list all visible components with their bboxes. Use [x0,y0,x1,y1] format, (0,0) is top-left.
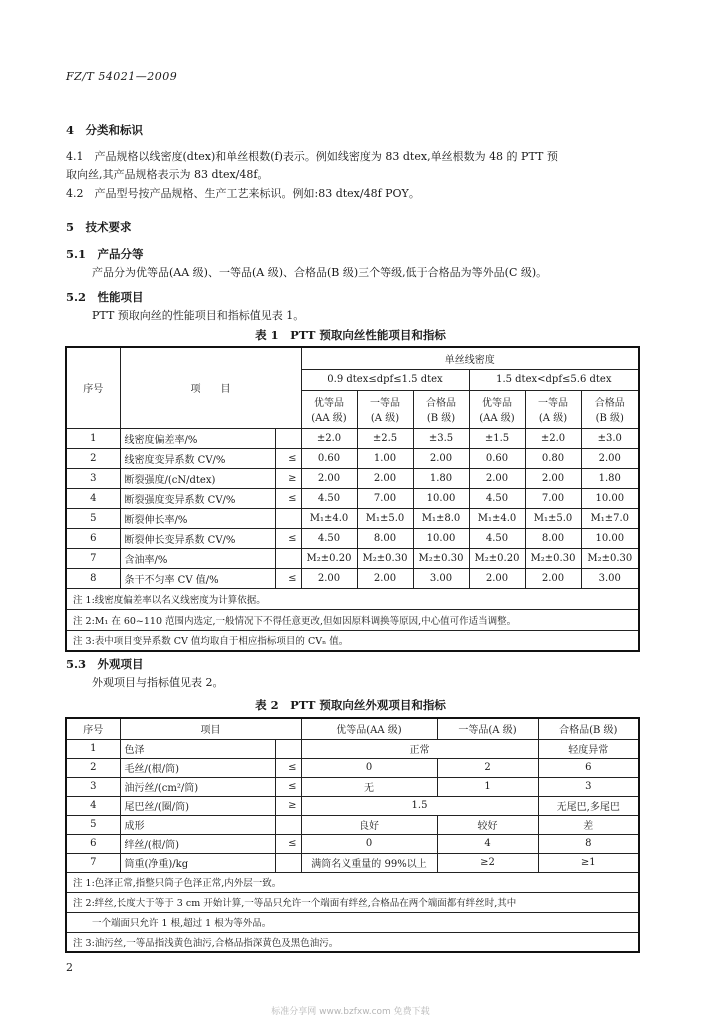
value-cell: M₂±0.20 [469,548,525,568]
row-number: 2 [66,448,120,468]
value-cell: M₁±5.0 [525,508,581,528]
t1-header-group: 单丝线密度 [301,347,639,369]
clause-5-1-text: 产品分为优等品(AA 级)、一等品(A 级)、合格品(B 级)三个等级,低于合格品为等外品(C 级)。 [92,266,548,279]
value-cell-aa: 良好 [301,815,437,834]
value-cell: 8.00 [525,528,581,548]
value-cell: 4.50 [301,488,357,508]
value-cell: 1.80 [413,468,469,488]
row-number: 5 [66,815,120,834]
note-row [66,872,639,892]
value-cell: 4.50 [469,528,525,548]
value-cell: ±3.5 [413,428,469,448]
section-5-title: 5 技术要求 [66,220,132,234]
row-item: 断裂伸长变异系数 CV/% [120,528,275,548]
value-cell: 0.60 [469,448,525,468]
value-cell: M₂±0.30 [357,548,413,568]
table-row [66,815,639,834]
value-cell-aa-a: 1.5 [301,796,538,815]
standard-code-header: FZ/T 54021—2009 [66,70,178,83]
t1-grade-header [469,390,525,428]
value-cell: M₁±8.0 [413,508,469,528]
value-cell-b: 6 [538,758,639,777]
value-cell: 8.00 [357,528,413,548]
t1-grade-header [413,390,469,428]
value-cell: ±2.5 [357,428,413,448]
value-cell-a: 1 [437,777,538,796]
row-comparator [275,815,301,834]
table-note: 注 3:油污丝,一等品指浅黄色油污,合格品指深黄色及黑色油污。 [66,932,639,952]
t1-grade-name: 合格品 [426,398,456,409]
t1-grade-level: (B 级) [426,413,456,424]
value-cell-b: 轻度异常 [538,739,639,758]
row-item: 线密度偏差率/% [120,428,275,448]
table-row [66,796,639,815]
table-row [66,528,639,548]
t1-grade-level: (AA 级) [311,413,347,424]
row-item: 断裂强度/(cN/dtex) [120,468,275,488]
clause-5-1-title: 5.1 产品分等 [66,247,144,261]
row-item: 条干不匀率 CV 值/% [120,568,275,588]
row-comparator: ≤ [275,488,301,508]
value-cell: 10.00 [581,488,639,508]
t1-grade-name: 优等品 [482,398,512,409]
row-number: 7 [66,853,120,872]
row-comparator: ≤ [275,528,301,548]
t1-grade-header [301,390,357,428]
row-item: 尾巴丝/(圈/筒) [120,796,275,815]
row-comparator: ≤ [275,834,301,853]
table-row [66,488,639,508]
value-cell: 4.50 [469,488,525,508]
table-row [66,468,639,488]
t1-grade-header [581,390,639,428]
value-cell: 2.00 [581,448,639,468]
row-item: 筒重(净重)/kg [120,853,275,872]
table-row [66,448,639,468]
t2-header-a: 一等品(A 级) [437,718,538,739]
value-cell: 7.00 [525,488,581,508]
table-note: 注 3:表中项目变异系数 CV 值均取自于相应指标项目的 CVₙ 值。 [66,630,639,651]
table-row [66,834,639,853]
value-cell: 0.60 [301,448,357,468]
value-cell: 3.00 [413,568,469,588]
clause-5-3-title: 5.3 外观项目 [66,657,144,671]
row-comparator: ≤ [275,568,301,588]
value-cell-aa: 0 [301,834,437,853]
table-note: 注 2:绊丝,长度大于等于 3 cm 开始计算,一等品只允许一个端面有绊丝,合格品在两个端面都有绊丝时,其中 [66,892,639,912]
row-item: 断裂伸长率/% [120,508,275,528]
value-cell-b: 无尾巴,多尾巴 [538,796,639,815]
row-number: 8 [66,568,120,588]
row-item: 成形 [120,815,275,834]
note-row [66,932,639,952]
t1-grade-header [357,390,413,428]
note-row [66,892,639,912]
clause-5-2-title: 5.2 性能项目 [66,290,144,304]
value-cell: M₁±4.0 [301,508,357,528]
t1-grade-level: (A 级) [370,413,400,424]
row-number: 4 [66,796,120,815]
value-cell-aa-a: 正常 [301,739,538,758]
footer-watermark: 标准分享网 www.bzfxw.com 免费下载 [271,1007,430,1017]
value-cell: M₂±0.30 [525,548,581,568]
table-note: 注 1:线密度偏差率以名义线密度为计算依据。 [66,588,639,609]
value-cell: M₁±5.0 [357,508,413,528]
t1-grade-name: 一等品 [370,398,400,409]
row-number: 4 [66,488,120,508]
table-2-caption: 表 2 PTT 预取向丝外观项目和指标 [255,698,446,712]
value-cell-b: 8 [538,834,639,853]
t2-header-b: 合格品(B 级) [538,718,639,739]
note-row [66,912,639,932]
table-row [66,428,639,448]
clause-4-1-line2: 取向丝,其产品规格表示为 83 dtex/48f。 [66,168,269,181]
t1-grade-level: (AA 级) [479,413,515,424]
row-comparator: ≥ [275,796,301,815]
t2-header-aa: 优等品(AA 级) [301,718,437,739]
row-number: 7 [66,548,120,568]
value-cell: 10.00 [413,528,469,548]
table-1-caption: 表 1 PTT 预取向丝性能项目和指标 [255,328,446,342]
row-item: 断裂强度变异系数 CV/% [120,488,275,508]
row-number: 6 [66,834,120,853]
value-cell: 2.00 [357,468,413,488]
note-row [66,609,639,630]
value-cell: 2.00 [469,468,525,488]
value-cell-b: 差 [538,815,639,834]
value-cell: M₁±7.0 [581,508,639,528]
t2-header-no: 序号 [66,718,120,739]
row-number: 3 [66,777,120,796]
value-cell-a: 4 [437,834,538,853]
value-cell-aa: 无 [301,777,437,796]
table-row [66,508,639,528]
value-cell: 0.80 [525,448,581,468]
table-row [66,758,639,777]
row-item: 绊丝/(根/筒) [120,834,275,853]
value-cell: 4.50 [301,528,357,548]
row-number: 6 [66,528,120,548]
row-comparator: ≤ [275,777,301,796]
value-cell: ±2.0 [301,428,357,448]
value-cell-a: 较好 [437,815,538,834]
value-cell: 1.00 [357,448,413,468]
table-row [66,739,639,758]
t1-grade-header [525,390,581,428]
row-item: 毛丝/(根/筒) [120,758,275,777]
row-number: 1 [66,739,120,758]
t1-grade-name: 优等品 [314,398,344,409]
value-cell: 2.00 [413,448,469,468]
note-row [66,588,639,609]
value-cell: 3.00 [581,568,639,588]
value-cell: ±2.0 [525,428,581,448]
page-number: 2 [66,961,73,974]
value-cell: M₂±0.30 [581,548,639,568]
t1-header-no: 序号 [66,347,120,428]
t1-grade-level: (A 级) [538,413,568,424]
row-comparator [275,508,301,528]
value-cell-aa: 0 [301,758,437,777]
table-row [66,853,639,872]
clause-5-2-text: PTT 预取向丝的性能项目和指标值见表 1。 [92,309,305,322]
row-number: 5 [66,508,120,528]
table-row [66,777,639,796]
row-number: 1 [66,428,120,448]
value-cell: 2.00 [469,568,525,588]
row-item: 线密度变异系数 CV/% [120,448,275,468]
clause-5-3-text: 外观项目与指标值见表 2。 [92,676,224,689]
table-note: 一个端面只允许 1 根,超过 1 根为等外品。 [66,912,639,932]
row-item: 含油率/% [120,548,275,568]
row-comparator [275,853,301,872]
table-1 [65,346,640,652]
t1-grade-level: (B 级) [595,413,624,424]
row-item: 色泽 [120,739,275,758]
value-cell: 2.00 [357,568,413,588]
value-cell: 1.80 [581,468,639,488]
t1-grade-name: 合格品 [594,398,625,409]
value-cell: M₂±0.30 [413,548,469,568]
t1-header-range-1: 0.9 dtex≤dpf≤1.5 dtex [301,369,469,390]
clause-4-1-line1: 4.1 产品规格以线密度(dtex)和单丝根数(f)表示。例如线密度为 83 dtex,单丝根数为 48 的 PTT 预 [66,150,558,163]
table-note: 注 1:色泽正常,指整只筒子色泽正常,内外层一致。 [66,872,639,892]
table-2 [65,717,640,953]
value-cell-b: ≥1 [538,853,639,872]
value-cell: M₁±4.0 [469,508,525,528]
t1-header-range-2: 1.5 dtex<dpf≤5.6 dtex [469,369,639,390]
value-cell: 2.00 [525,568,581,588]
value-cell: 2.00 [525,468,581,488]
value-cell-a: ≥2 [437,853,538,872]
table-note: 注 2:M₁ 在 60~110 范围内选定,一般情况下不得任意更改,但如因原料调换等原因,中心值可作适当调整。 [66,609,639,630]
note-row [66,630,639,651]
row-comparator: ≤ [275,448,301,468]
t2-header-item: 项目 [120,718,301,739]
row-number: 2 [66,758,120,777]
value-cell: ±3.0 [581,428,639,448]
row-comparator: ≤ [275,758,301,777]
value-cell: 7.00 [357,488,413,508]
value-cell: ±1.5 [469,428,525,448]
row-comparator [275,548,301,568]
table-row [66,548,639,568]
row-comparator [275,739,301,758]
value-cell: 2.00 [301,468,357,488]
value-cell: 2.00 [301,568,357,588]
value-cell: M₂±0.20 [301,548,357,568]
table-row [66,568,639,588]
value-cell-a: 2 [437,758,538,777]
t1-header-item: 项 目 [120,347,301,428]
row-number: 3 [66,468,120,488]
value-cell-aa: 满筒名义重量的 99%以上 [301,853,437,872]
value-cell: 10.00 [413,488,469,508]
row-comparator: ≥ [275,468,301,488]
row-item: 油污丝/(cm²/筒) [120,777,275,796]
value-cell-b: 3 [538,777,639,796]
clause-4-2: 4.2 产品型号按产品规格、生产工艺来标识。例如:83 dtex/48f POY。 [66,187,420,200]
t1-grade-name: 一等品 [538,398,568,409]
value-cell: 10.00 [581,528,639,548]
section-4-title: 4 分类和标识 [66,123,144,137]
row-comparator [275,428,301,448]
